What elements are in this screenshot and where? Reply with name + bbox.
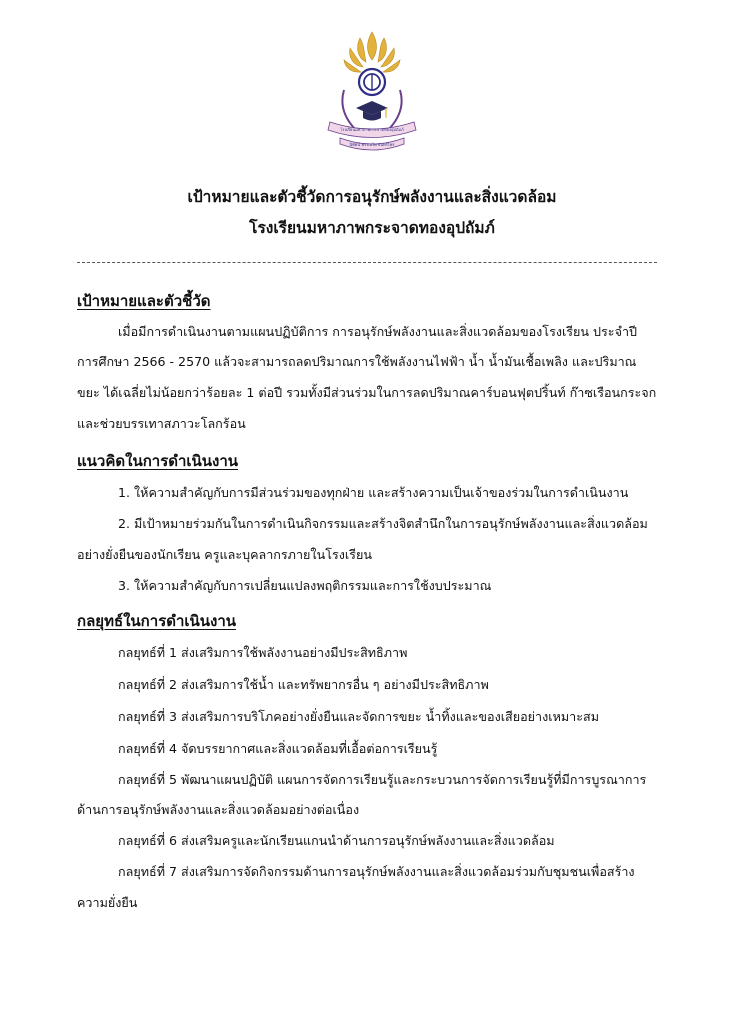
logo-banner-top: โรงเรียนมหาภาพกระจาดทองอุปถัมภ์ [340,127,404,132]
paragraph-line: และช่วยบรรเทาสภาวะโลกร้อน [77,416,246,431]
paragraph-line: ขยะ ได้เฉลี่ยไม่น้อยกว่าร้อยละ 1 ต่อปี รวมทั้งมีส่วนร่วมในการลดปริมาณคาร์บอนฟุตปริ้นท์ ก๊าซเรือนกระจก [77,385,657,400]
document-subtitle: โรงเรียนมหาภาพกระจาดทองอุปถัมภ์ [249,219,495,237]
strategy-item: กลยุทธ์ที่ 5 พัฒนาแผนปฏิบัติ แผนการจัดการเรียนรู้และกระบวนการจัดการเรียนรู้ที่มีการบูรณาการ [118,772,647,787]
strategy-item: กลยุทธ์ที่ 4 จัดบรรยากาศและสิ่งแวดล้อมที่เอื้อต่อการเรียนรู้ [118,741,438,756]
document-title: เป้าหมายและตัวชี้วัดการอนุรักษ์พลังงานและสิ่งแวดล้อม [187,188,557,206]
divider [77,262,657,263]
school-emblem-icon [322,30,422,156]
paragraph-line: การศึกษา 2566 - 2570 แล้วจะสามารถลดปริมาณการใช้พลังงานไฟฟ้า น้ำ น้ำมันเชื้อเพลิง และปริมาณ [77,354,637,369]
strategy-item: กลยุทธ์ที่ 6 ส่งเสริมครูและนักเรียนแกนนำด้านการอนุรักษ์พลังงานและสิ่งแวดล้อม [118,833,555,848]
section-heading-concept: แนวคิดในการดำเนินงาน [77,452,239,470]
strategy-item-continuation: ด้านการอนุรักษ์พลังงานและสิ่งแวดล้อมอย่างต่อเนื่อง [77,802,360,817]
logo-banner-bottom: นิทัศน์ พรรณไพ จันทร์ไพร [349,142,395,147]
paragraph-line: เมื่อมีการดำเนินงานตามแผนปฏิบัติการ การอนุรักษ์พลังงานและสิ่งแวดล้อมของโรงเรียน ประจำปี [118,324,638,339]
list-item: 1. ให้ความสำคัญกับการมีส่วนร่วมของทุกฝ่าย และสร้างความเป็นเจ้าของร่วมในการดำเนินงาน [118,485,629,500]
strategy-item-continuation: ความยั่งยืน [77,895,138,910]
list-item-continuation: อย่างยั่งยืนของนักเรียน ครูและบุคลากรภายในโรงเรียน [77,547,372,562]
strategy-item: กลยุทธ์ที่ 2 ส่งเสริมการใช้น้ำ และทรัพยากรอื่น ๆ อย่างมีประสิทธิภาพ [118,677,489,692]
strategy-item: กลยุทธ์ที่ 1 ส่งเสริมการใช้พลังงานอย่างมีประสิทธิภาพ [118,645,408,660]
section-heading-strategy: กลยุทธ์ในการดำเนินงาน [77,612,237,630]
strategy-item: กลยุทธ์ที่ 3 ส่งเสริมการบริโภคอย่างยั่งยืนและจัดการขยะ น้ำทิ้งและของเสียอย่างเหมาะสม [118,709,600,724]
list-item: 2. มีเป้าหมายร่วมกันในการดำเนินกิจกรรมและสร้างจิตสำนึกในการอนุรักษ์พลังงานและสิ่งแวดล้อม [118,516,648,531]
section-heading-goals: เป้าหมายและตัวชี้วัด [77,292,211,310]
list-item: 3. ให้ความสำคัญกับการเปลี่ยนแปลงพฤติกรรมและการใช้งบประมาณ [118,578,492,593]
strategy-item: กลยุทธ์ที่ 7 ส่งเสริมการจัดกิจกรรมด้านการอนุรักษ์พลังงานและสิ่งแวดล้อมร่วมกับชุมชนเพื่อสร้าง [118,864,635,879]
